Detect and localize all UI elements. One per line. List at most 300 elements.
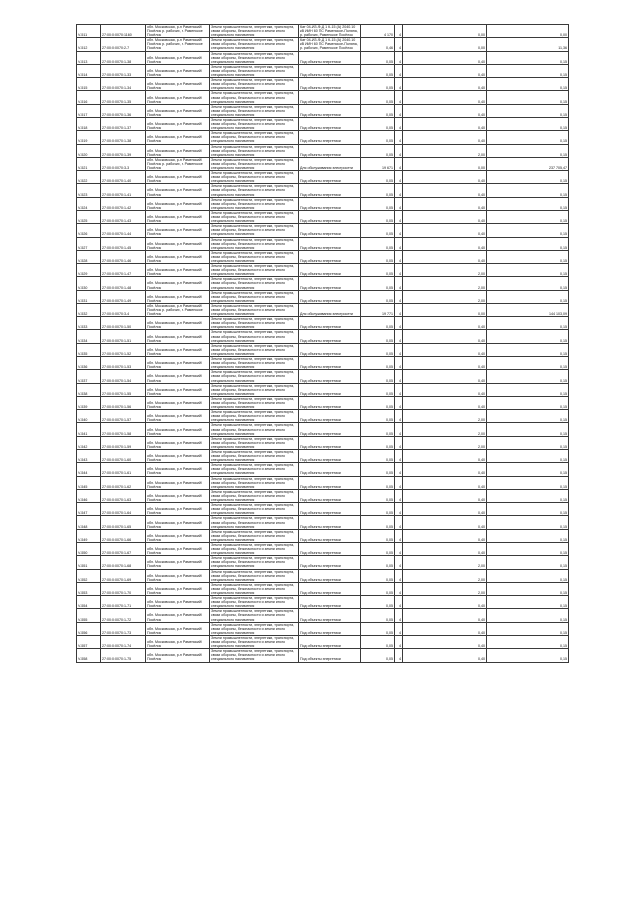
rate-value: 4 [395, 503, 403, 516]
address: обл. Московская, р-н Раменский/Посёлок [146, 370, 210, 383]
row-number: V-549 [77, 529, 101, 542]
cadastral-number: 27:00:0:0070:1-36 [101, 104, 146, 117]
coefficient-value: 0,40 [403, 250, 487, 263]
rate-value: 4 [395, 104, 403, 117]
rate-value: 4 [395, 436, 403, 449]
rate-value: 4 [395, 131, 403, 144]
table-row [77, 64, 569, 77]
area-value: 0,05 [361, 317, 395, 330]
land-category: Земли промышленности, энергетики, транспорта, связи обороны, безопасности и земли иного специального назначения [210, 596, 299, 609]
cadastral-number: 27:00:0:0070:1-53 [101, 357, 146, 370]
amount-value: 0,15 [487, 64, 569, 77]
permitted-use: Под объекты энергетики [299, 596, 361, 609]
amount-value: 0,15 [487, 317, 569, 330]
address: обл. Московская, р-н Раменский/Посёлок [146, 51, 210, 64]
rate-value: 4 [395, 144, 403, 157]
row-number: V-520 [77, 144, 101, 157]
address: обл. Московская, р-н Раменский/Посёлок [146, 436, 210, 449]
rate-value: 4 [395, 649, 403, 662]
coefficient-value: 0,40 [403, 91, 487, 104]
table-row [77, 224, 569, 237]
amount-value: 0,15 [487, 542, 569, 555]
area-value: 0,05 [361, 330, 395, 343]
address: обл. Московская, р-н Раменский/Посёлок [146, 317, 210, 330]
coefficient-value: 0,40 [403, 64, 487, 77]
row-number: V-531 [77, 290, 101, 303]
amount-value: 0,15 [487, 609, 569, 622]
row-number: V-530 [77, 277, 101, 290]
amount-value: 0,15 [487, 423, 569, 436]
area-value: 0,05 [361, 582, 395, 595]
land-category: Земли промышленности, энергетики, транспорта, связи обороны, безопасности и земли иного специального назначения [210, 556, 299, 569]
coefficient-value: 0,00 [403, 25, 487, 38]
row-number: V-540 [77, 410, 101, 423]
amount-value: 0,15 [487, 463, 569, 476]
table-row [77, 290, 569, 303]
land-category: Земли промышленности, энергетики, транспорта, связи обороны, безопасности и земли иного специального назначения [210, 476, 299, 489]
land-category: Земли промышленности, энергетики, транспорта, связи обороны, безопасности и земли иного специального назначения [210, 171, 299, 184]
land-category: Земли промышленности, энергетики, транспорта, связи обороны, безопасности и земли иного специального назначения [210, 64, 299, 77]
permitted-use: Под объекты энергетики [299, 224, 361, 237]
amount-value: 0,15 [487, 104, 569, 117]
permitted-use: Под объекты энергетики [299, 569, 361, 582]
rate-value: 4 [395, 410, 403, 423]
cadastral-number: 27:00:0:0070:1-42 [101, 197, 146, 210]
area-value: 0,05 [361, 343, 395, 356]
table-row [77, 303, 569, 316]
table-row [77, 357, 569, 370]
row-number: V-516 [77, 91, 101, 104]
amount-value: 0,15 [487, 250, 569, 263]
address: обл. Московская, р-н Раменский/Посёлок [146, 423, 210, 436]
cadastral-number: 27:00:0:0070:1-35 [101, 91, 146, 104]
cadastral-number: 27:00:0:0070:1-52 [101, 343, 146, 356]
amount-value: 0,15 [487, 171, 569, 184]
rate-value: 4 [395, 38, 403, 51]
coefficient-value: 0,40 [403, 489, 487, 502]
rate-value: 4 [395, 197, 403, 210]
address: обл. Московская, р-н Раменский/Посёлок [146, 503, 210, 516]
row-number: V-529 [77, 264, 101, 277]
area-value: 0,05 [361, 370, 395, 383]
row-number: V-528 [77, 250, 101, 263]
address: обл. Московская, р-н Раменский/Посёлок [146, 91, 210, 104]
row-number: V-555 [77, 609, 101, 622]
table-row [77, 450, 569, 463]
address: обл. Московская, р-н Раменский/Посёлок [146, 224, 210, 237]
address: обл. Московская, р-н Раменский/Посёлок [146, 489, 210, 502]
coefficient-value: 2,00 [403, 569, 487, 582]
area-value: 19 671 [361, 157, 395, 170]
coefficient-value: 2,00 [403, 423, 487, 436]
land-category: Земли промышленности, энергетики, транспорта, связи обороны, безопасности и земли иного специального назначения [210, 516, 299, 529]
coefficient-value: 2,00 [403, 436, 487, 449]
amount-value: 0,15 [487, 503, 569, 516]
permitted-use: Под объекты энергетики [299, 436, 361, 449]
coefficient-value: 0,40 [403, 184, 487, 197]
land-category: Земли промышленности, энергетики, транспорта, связи обороны, безопасности и земли иного специального назначения [210, 542, 299, 555]
area-value: 0,05 [361, 556, 395, 569]
cadastral-number: 27:00:0:0070:1-70 [101, 582, 146, 595]
table-row [77, 317, 569, 330]
table-row [77, 649, 569, 662]
row-number: V-532 [77, 303, 101, 316]
land-category: Земли промышленности, энергетики, транспорта, связи обороны, безопасности и земли иного специального назначения [210, 25, 299, 38]
register-page [76, 24, 568, 663]
table-row [77, 38, 569, 51]
area-value: 0,05 [361, 609, 395, 622]
address: обл. Московская, р-н Раменский/Посёлок [146, 410, 210, 423]
coefficient-value: 0,40 [403, 609, 487, 622]
row-number: V-533 [77, 317, 101, 330]
address: обл. Московская, р-н Раменский/Посёлок [146, 290, 210, 303]
coefficient-value: 0,40 [403, 237, 487, 250]
row-number: V-515 [77, 78, 101, 91]
permitted-use: Под объекты энергетики [299, 330, 361, 343]
address: обл. Московская, р-н Раменский/Посёлок [146, 396, 210, 409]
coefficient-value: 0,40 [403, 516, 487, 529]
rate-value: 4 [395, 463, 403, 476]
coefficient-value: 2,00 [403, 556, 487, 569]
address: обл. Московская, р-н Раменский/Посёлок [146, 210, 210, 223]
table-row [77, 529, 569, 542]
cadastral-number: 27:00:0:0070:1-72 [101, 609, 146, 622]
rate-value: 4 [395, 569, 403, 582]
coefficient-value: 2,00 [403, 582, 487, 595]
permitted-use: Под объекты энергетики [299, 542, 361, 555]
permitted-use: Под объекты энергетики [299, 197, 361, 210]
address: обл. Московская, р-н Раменский/Посёлок [146, 609, 210, 622]
table-row [77, 396, 569, 409]
area-value: 0,05 [361, 51, 395, 64]
rate-value: 4 [395, 529, 403, 542]
row-number: V-539 [77, 396, 101, 409]
permitted-use: Под объекты энергетики [299, 104, 361, 117]
rate-value: 4 [395, 51, 403, 64]
cadastral-number: 27:00:0:0070:1-45 [101, 237, 146, 250]
table-row [77, 635, 569, 648]
address: обл. Московская, р-н Раменский/Посёлок [146, 596, 210, 609]
table-row [77, 476, 569, 489]
row-number: V-545 [77, 476, 101, 489]
land-category: Земли промышленности, энергетики, транспорта, связи обороны, безопасности и земли иного специального назначения [210, 609, 299, 622]
row-number: V-526 [77, 224, 101, 237]
table-row [77, 410, 569, 423]
amount-value: 0,15 [487, 370, 569, 383]
coefficient-value: 0,00 [403, 38, 487, 51]
address: обл. Московская, р-н Раменский/Посёлок [146, 635, 210, 648]
cadastral-number: 27:00:0:0070:1-47 [101, 264, 146, 277]
permitted-use: Под объекты энергетики [299, 423, 361, 436]
rate-value: 4 [395, 290, 403, 303]
coefficient-value: 0,40 [403, 463, 487, 476]
row-number: V-519 [77, 131, 101, 144]
cadastral-number: 27:00:0:0070:1-55 [101, 383, 146, 396]
table-row [77, 556, 569, 569]
area-value: 0,05 [361, 529, 395, 542]
amount-value: 0,15 [487, 635, 569, 648]
amount-value: 0,15 [487, 357, 569, 370]
area-value: 0,05 [361, 463, 395, 476]
area-value: 0,05 [361, 290, 395, 303]
amount-value: 0,15 [487, 436, 569, 449]
row-number: V-517 [77, 104, 101, 117]
row-number: V-543 [77, 450, 101, 463]
address: обл. Московская, р-н Раменский/Посёлок [146, 277, 210, 290]
amount-value: 0,15 [487, 489, 569, 502]
cadastral-number: 27:00:0:0070:1-57 [101, 410, 146, 423]
permitted-use: Под объекты энергетики [299, 64, 361, 77]
amount-value: 0,15 [487, 290, 569, 303]
land-category: Земли промышленности, энергетики, транспорта, связи обороны, безопасности и земли иного специального назначения [210, 622, 299, 635]
cadastral-number: 27:00:0:0070:1-59 [101, 436, 146, 449]
permitted-use: Под объекты энергетики [299, 144, 361, 157]
rate-value: 4 [395, 171, 403, 184]
area-value: 0,05 [361, 144, 395, 157]
cadastral-number: 27:00:0:0070:1-44 [101, 224, 146, 237]
cadastral-number: 27:00:0:0070:3-4 [101, 303, 146, 316]
land-category: Земли промышленности, энергетики, транспорта, связи обороны, безопасности и земли иного специального назначения [210, 450, 299, 463]
coefficient-value: 0,40 [403, 131, 487, 144]
table-row [77, 609, 569, 622]
area-value: 0,05 [361, 197, 395, 210]
area-value: 0,05 [361, 396, 395, 409]
cadastral-number: 27:00:0:0070:1-71 [101, 596, 146, 609]
area-value: 0,05 [361, 476, 395, 489]
address: обл. Московская, р-н Раменский/Посёлок [146, 529, 210, 542]
land-category: Земли промышленности, энергетики, транспорта, связи обороны, безопасности и земли иного специального назначения [210, 489, 299, 502]
rate-value: 4 [395, 582, 403, 595]
rate-value: 4 [395, 516, 403, 529]
coefficient-value: 0,40 [403, 370, 487, 383]
permitted-use: Кат 04-ИЗ-Ф-Д 1 К-15 (А) 2040.10 кВ ИИН 60 ПС Раменское-Поляна, р. рабочих, Раменское Посёлок [299, 25, 361, 38]
coefficient-value: 0,40 [403, 171, 487, 184]
rate-value: 4 [395, 622, 403, 635]
rate-value: 4 [395, 303, 403, 316]
land-category: Земли промышленности, энергетики, транспорта, связи обороны, безопасности и земли иного специального назначения [210, 463, 299, 476]
land-category: Земли промышленности, энергетики, транспорта, связи обороны, безопасности и земли иного специального назначения [210, 410, 299, 423]
rate-value: 4 [395, 450, 403, 463]
address: обл. Московская, р-н Раменский/Посёлок [146, 264, 210, 277]
table-row [77, 157, 569, 170]
rate-value: 4 [395, 210, 403, 223]
permitted-use: Под объекты энергетики [299, 503, 361, 516]
table-row [77, 210, 569, 223]
amount-value: 0,15 [487, 197, 569, 210]
area-value: 0,05 [361, 542, 395, 555]
address: обл. Московская, р-н Раменский/Посёлок [146, 104, 210, 117]
table-row [77, 264, 569, 277]
address: обл. Московская, р-н Раменский/Посёлок [146, 237, 210, 250]
amount-value: 0,15 [487, 277, 569, 290]
address: обл. Московская, р-н Раменский/Посёлок [146, 649, 210, 662]
rate-value: 4 [395, 423, 403, 436]
area-value: 0,05 [361, 131, 395, 144]
address: обл. Московская, р-н Раменский/Посёлок р. рабочих, г. Раменское Посёлок [146, 157, 210, 170]
address: обл. Московская, р-н Раменский/Посёлок [146, 463, 210, 476]
table-row [77, 383, 569, 396]
amount-value: 0,15 [487, 582, 569, 595]
permitted-use: Под объекты энергетики [299, 635, 361, 648]
cadastral-number: 27:00:0:0070:1-68 [101, 556, 146, 569]
land-category: Земли промышленности, энергетики, транспорта, связи обороны, безопасности и земли иного специального назначения [210, 569, 299, 582]
area-value: 0,05 [361, 383, 395, 396]
address: обл. Московская, р-н Раменский/Посёлок р. рабочих, г. Раменское Посёлок [146, 25, 210, 38]
address: обл. Московская, р-н Раменский/Посёлок [146, 171, 210, 184]
area-value: 0,05 [361, 104, 395, 117]
address: обл. Московская, р-н Раменский/Посёлок [146, 569, 210, 582]
permitted-use: Под объекты энергетики [299, 317, 361, 330]
address: обл. Московская, р-н Раменский/Посёлок [146, 556, 210, 569]
permitted-use: Под объекты энергетики [299, 290, 361, 303]
rate-value: 4 [395, 556, 403, 569]
land-category: Земли промышленности, энергетики, транспорта, связи обороны, безопасности и земли иного специального назначения [210, 144, 299, 157]
area-value: 0,05 [361, 277, 395, 290]
land-category: Земли промышленности, энергетики, транспорта, связи обороны, безопасности и земли иного специального назначения [210, 264, 299, 277]
land-category: Земли промышленности, энергетики, транспорта, связи обороны, безопасности и земли иного специального назначения [210, 210, 299, 223]
address: обл. Московская, р-н Раменский/Посёлок [146, 450, 210, 463]
amount-value: 11,36 [487, 38, 569, 51]
coefficient-value: 0,40 [403, 649, 487, 662]
permitted-use: Под объекты энергетики [299, 649, 361, 662]
amount-value: 237 705,47 [487, 157, 569, 170]
land-category: Земли промышленности, энергетики, транспорта, связи обороны, безопасности и земли иного специального назначения [210, 635, 299, 648]
cadastral-number: 27:00:0:0070:1-75 [101, 649, 146, 662]
area-value: 0,05 [361, 635, 395, 648]
rate-value: 4 [395, 317, 403, 330]
land-category: Земли промышленности, энергетики, транспорта, связи обороны, безопасности и земли иного специального назначения [210, 423, 299, 436]
rate-value: 4 [395, 396, 403, 409]
rate-value: 4 [395, 357, 403, 370]
permitted-use: Под объекты энергетики [299, 529, 361, 542]
coefficient-value: 0,40 [403, 51, 487, 64]
table-row [77, 370, 569, 383]
land-category: Земли промышленности, энергетики, транспорта, связи обороны, безопасности и земли иного специального назначения [210, 117, 299, 130]
address: обл. Московская, р-н Раменский/Посёлок [146, 131, 210, 144]
permitted-use: Под объекты энергетики [299, 383, 361, 396]
permitted-use: Под объекты энергетики [299, 476, 361, 489]
row-number: V-554 [77, 596, 101, 609]
coefficient-value: 0,40 [403, 529, 487, 542]
cadastral-number: 27:00:0:0070:1-50 [101, 317, 146, 330]
rate-value: 4 [395, 489, 403, 502]
amount-value: 0,15 [487, 330, 569, 343]
amount-value: 0,15 [487, 237, 569, 250]
land-category: Земли промышленности, энергетики, транспорта, связи обороны, безопасности и земли иного специального назначения [210, 91, 299, 104]
permitted-use: Под объекты энергетики [299, 516, 361, 529]
permitted-use: Под объекты энергетики [299, 357, 361, 370]
cadastral-number: 27:00:0:0070:1-33 [101, 64, 146, 77]
area-value: 0,05 [361, 450, 395, 463]
address: обл. Московская, р-н Раменский/Посёлок [146, 64, 210, 77]
address: обл. Московская, р-н Раменский/Посёлок [146, 516, 210, 529]
permitted-use: Под объекты энергетики [299, 237, 361, 250]
table-row [77, 330, 569, 343]
area-value: 0,05 [361, 596, 395, 609]
area-value: 0,05 [361, 91, 395, 104]
coefficient-value: 2,00 [403, 290, 487, 303]
coefficient-value: 0,40 [403, 383, 487, 396]
table-row [77, 237, 569, 250]
land-category: Земли промышленности, энергетики, транспорта, связи обороны, безопасности и земли иного специального назначения [210, 250, 299, 263]
cadastral-number: 27:00:0:0070:1-49 [101, 290, 146, 303]
cadastral-number: 27:00:0:0070:1-73 [101, 622, 146, 635]
table-row [77, 78, 569, 91]
area-value: 0,05 [361, 78, 395, 91]
permitted-use: Под объекты энергетики [299, 489, 361, 502]
permitted-use: Под объекты энергетики [299, 91, 361, 104]
coefficient-value: 0,40 [403, 635, 487, 648]
cadastral-number: 27:00:0:0070:1-65 [101, 516, 146, 529]
rate-value: 4 [395, 91, 403, 104]
table-row [77, 277, 569, 290]
amount-value: 0,15 [487, 264, 569, 277]
coefficient-value: 0,40 [403, 210, 487, 223]
cadastral-number: 27:00:0:0070:1-46 [101, 250, 146, 263]
land-category: Земли промышленности, энергетики, транспорта, связи обороны, безопасности и земли иного специального назначения [210, 357, 299, 370]
row-number: V-521 [77, 157, 101, 170]
coefficient-value: 2,00 [403, 144, 487, 157]
row-number: V-534 [77, 330, 101, 343]
coefficient-value: 0,40 [403, 197, 487, 210]
rate-value: 4 [395, 25, 403, 38]
table-row [77, 516, 569, 529]
address: обл. Московская, р-н Раменский/Посёлок [146, 476, 210, 489]
area-value: 0,05 [361, 117, 395, 130]
address: обл. Московская, р-н Раменский/Посёлок р. рабочих, г. Раменское Посёлок [146, 303, 210, 316]
rate-value: 4 [395, 250, 403, 263]
cadastral-number: 27:00:0:0070:1-37 [101, 117, 146, 130]
table-row [77, 463, 569, 476]
area-value: 4 170 [361, 25, 395, 38]
land-category: Земли промышленности, энергетики, транспорта, связи обороны, безопасности и земли иного специального назначения [210, 197, 299, 210]
row-number: V-512 [77, 38, 101, 51]
land-category: Земли промышленности, энергетики, транспорта, связи обороны, безопасности и земли иного специального назначения [210, 290, 299, 303]
area-value: 0,05 [361, 250, 395, 263]
coefficient-value: 0,40 [403, 450, 487, 463]
amount-value: 0,15 [487, 184, 569, 197]
table-row [77, 423, 569, 436]
amount-value: 0,15 [487, 476, 569, 489]
area-value: 0,05 [361, 171, 395, 184]
land-category: Земли промышленности, энергетики, транспорта, связи обороны, безопасности и земли иного специального назначения [210, 396, 299, 409]
table-row [77, 250, 569, 263]
row-number: V-514 [77, 64, 101, 77]
permitted-use: Под объекты энергетики [299, 117, 361, 130]
table-row [77, 596, 569, 609]
cadastral-number: 27:00:0:0070:1-39 [101, 144, 146, 157]
permitted-use: Кат 04-ИЗ-Ф-Д 1 К-15 (А) 2040.10 кВ ИИН 60 ПС Раменское-Поляна, р. рабочих, Раменское Посёлок [299, 38, 361, 51]
address: обл. Московская, р-н Раменский/Посёлок [146, 582, 210, 595]
land-category: Земли промышленности, энергетики, транспорта, связи обороны, безопасности и земли иного специального назначения [210, 383, 299, 396]
permitted-use: Под объекты энергетики [299, 131, 361, 144]
cadastral-number: 27:00:0:0070:1-56 [101, 396, 146, 409]
amount-value: 0,15 [487, 78, 569, 91]
address: обл. Московская, р-н Раменский/Посёлок [146, 343, 210, 356]
row-number: V-548 [77, 516, 101, 529]
address: обл. Московская, р-н Раменский/Посёлок [146, 250, 210, 263]
permitted-use: Под объекты энергетики [299, 184, 361, 197]
area-value: 0,05 [361, 224, 395, 237]
row-number: V-527 [77, 237, 101, 250]
rate-value: 4 [395, 277, 403, 290]
rate-value: 4 [395, 476, 403, 489]
rate-value: 4 [395, 635, 403, 648]
table-row [77, 131, 569, 144]
row-number: V-523 [77, 184, 101, 197]
land-category: Земли промышленности, энергетики, транспорта, связи обороны, безопасности и земли иного специального назначения [210, 38, 299, 51]
permitted-use: Под объекты энергетики [299, 264, 361, 277]
